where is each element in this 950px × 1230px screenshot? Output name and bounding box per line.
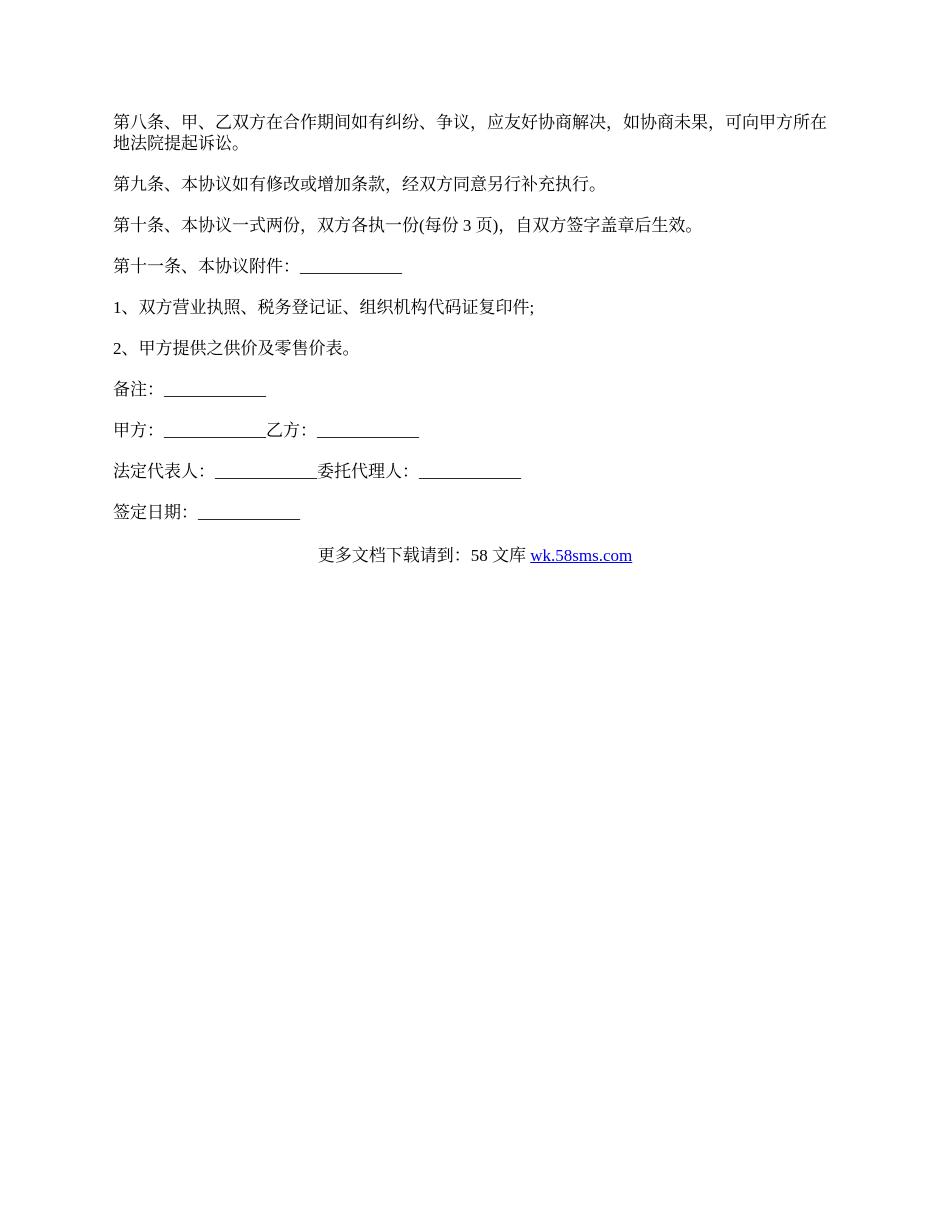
clause-10: 第十条、本协议一式两份，双方各执一份(每份 3 页)，自双方签字盖章后生效。 (113, 216, 703, 235)
clause-8: 第八条、甲、乙双方在合作期间如有纠纷、争议，应友好协商解决，如协商未果，可向甲方所在地法院提起诉讼。 (113, 113, 827, 153)
parties-line: 甲方：____________乙方：____________ (113, 421, 419, 440)
attachment-2: 2、甲方提供之供价及零售价表。 (113, 339, 360, 358)
remarks-line: 备注：____________ (113, 380, 266, 399)
download-footer (0, 545, 950, 566)
clause-9: 第九条、本协议如有修改或增加条款，经双方同意另行补充执行。 (113, 175, 606, 194)
representatives-line: 法定代表人：____________委托代理人：____________ (113, 462, 521, 481)
signing-date-line: 签定日期：____________ (113, 503, 300, 522)
footer-link[interactable]: wk.58sms.com (530, 546, 633, 565)
document-body (113, 112, 843, 543)
attachment-1: 1、双方营业执照、税务登记证、组织机构代码证复印件; (113, 298, 535, 317)
footer-text: 更多文档下载请到：58 文库 (317, 546, 531, 565)
clause-11: 第十一条、本协议附件：____________ (113, 257, 402, 276)
